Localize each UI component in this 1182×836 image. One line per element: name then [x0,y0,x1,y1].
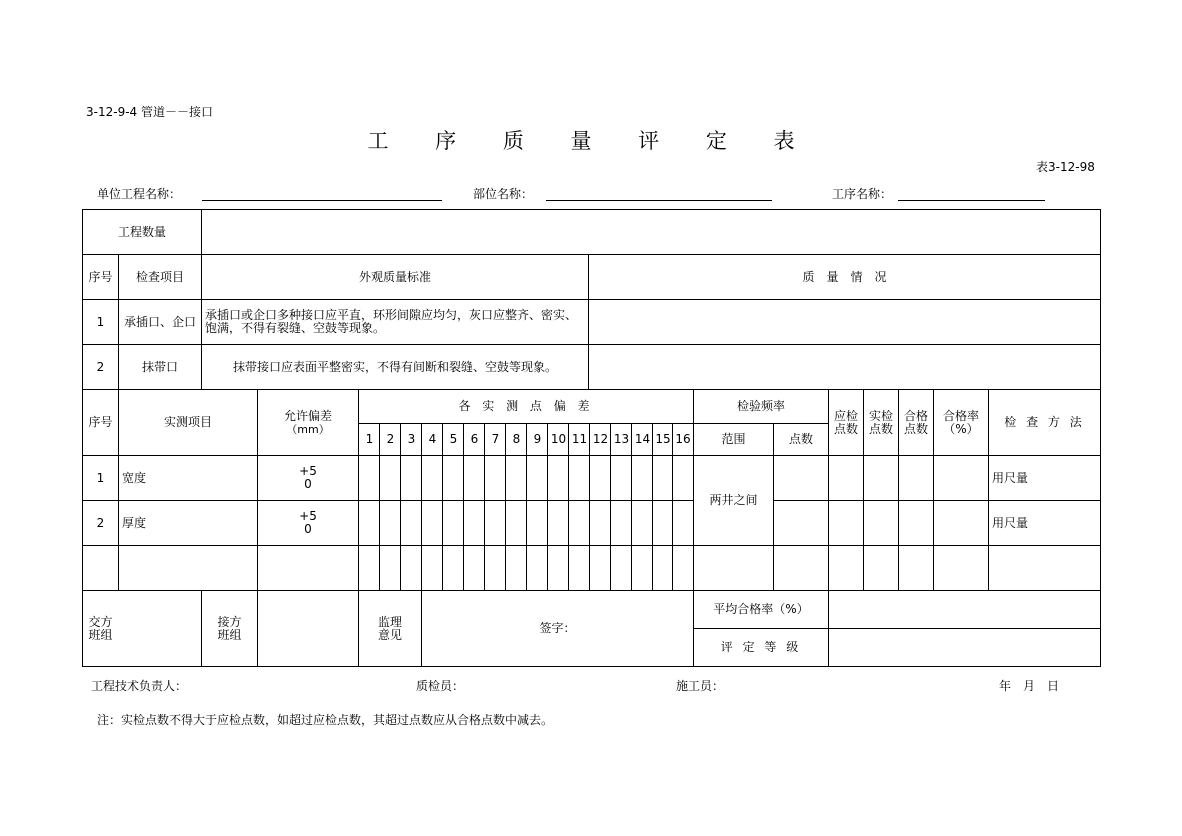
measured-row-2-tolerance [258,501,358,545]
measured-row-1-item: 宽度 [122,470,147,485]
point-number-10: 10 [550,432,567,446]
range-value: 两井之间 [709,493,758,507]
count-header: 点数 [788,432,813,446]
part-name-label: 部位名称： [473,187,534,201]
measured-row-2-tol-upper: +5 [299,509,317,523]
measured-row-1-tolerance [258,456,358,500]
point-number-16: 16 [675,432,691,446]
measured-row-1-tol-lower: 0 [304,477,312,491]
point-number-11: 11 [571,432,588,446]
pass-rate-line-1: 合格率 [942,408,979,423]
hand-over-line-2: 班组 [88,627,113,642]
avg-pass-rate-label: 平均合格率（%） [713,602,809,616]
appearance-situation-header: 质 量 情 况 [802,269,887,284]
page-title: 工 序 质 量 评 定 表 [367,129,815,153]
supervisor-opinion-label [359,591,421,666]
range-header: 范围 [721,432,746,446]
measured-row-2-seq: 2 [96,515,105,530]
quantity-label: 工程数量 [117,224,166,239]
receive-line-1: 接方 [217,614,242,629]
actual-check-line-1: 实检 [868,408,893,423]
measured-row-2-tol-lower: 0 [304,522,312,536]
quantity-value[interactable] [202,210,1100,254]
hand-over-team-label [83,591,118,666]
date-label: 年 月 日 [999,679,1060,693]
supervisor-line-2: 意见 [377,627,402,642]
appearance-row-2-item: 抹带口 [141,359,178,374]
point-number-13: 13 [613,432,630,446]
points-header: 各 实 测 点 偏 差 [458,399,594,413]
point-number-9: 9 [533,432,542,446]
tech-lead-label: 工程技术负责人： [91,679,188,693]
measured-row-1-seq: 1 [96,470,105,485]
measured-row-2-method: 用尺量 [992,515,1029,530]
point-number-1: 1 [365,432,374,446]
pass-points-line-2: 点数 [903,421,928,436]
signature-label[interactable]: 签字： [539,621,576,635]
hand-over-line-1: 交方 [88,614,113,629]
appearance-row-2-situation[interactable] [589,345,1100,389]
measured-row-2-item: 厚度 [122,515,147,530]
point-number-4: 4 [428,432,437,446]
point-number-15: 15 [655,432,671,446]
actual-check-line-2: 点数 [868,421,893,436]
measured-item-header: 实测项目 [163,415,212,429]
pass-points-header [899,390,933,455]
measured-row-1-tol-upper: +5 [299,464,317,478]
pass-rate-header [934,390,988,455]
point-number-8: 8 [512,432,521,446]
point-number-2: 2 [386,432,395,446]
receive-team-label [202,591,257,666]
constructor-label: 施工员： [676,679,725,693]
grade-label: 评 定 等 级 [720,640,802,654]
pass-rate-line-2: （%） [943,421,979,436]
appearance-row-2-standard: 抹带接口应表面平整密实，不得有间断和裂缝、空鼓等现象。 [232,359,557,374]
actual-check-header [864,390,898,455]
pass-points-line-1: 合格 [903,408,928,423]
should-check-line-1: 应检 [833,408,858,423]
grade-value[interactable] [829,629,1100,666]
appearance-row-1-standard: 承插口或企口多种接口应平直，环形间隙应均匀，灰口应整齐、密实、饱满，不得有裂缝、空鼓等现象。 [205,308,578,335]
hand-over-team-value[interactable] [119,591,201,666]
point-number-3: 3 [407,432,416,446]
tolerance-label: 允许偏差 [283,408,332,423]
appearance-row-1-situation[interactable] [589,300,1100,344]
tolerance-unit: （mm） [286,422,330,436]
appearance-row-1-seq: 1 [96,314,105,329]
should-check-line-2: 点数 [833,421,858,436]
avg-pass-rate-value[interactable] [829,591,1100,628]
process-name-label: 工序名称： [832,187,893,201]
point-number-5: 5 [449,432,458,446]
point-number-14: 14 [634,432,651,446]
point-number-12: 12 [592,432,609,446]
method-header: 检 查 方 法 [1004,415,1085,429]
document-id: 3-12-9-4 管道－－接口 [86,105,213,119]
unit-name-label: 单位工程名称： [97,187,182,201]
frequency-header: 检验频率 [736,399,785,413]
measured-seq-header: 序号 [88,415,113,429]
appearance-standard-header: 外观质量标准 [358,269,431,284]
should-check-header [829,390,863,455]
supervisor-line-1: 监理 [377,614,402,629]
appearance-row-2-seq: 2 [96,359,105,374]
receive-team-value[interactable] [258,591,358,666]
appearance-row-1-item: 承插口、企口 [123,314,196,329]
point-number-7: 7 [491,432,500,446]
table-number: 表3-12-98 [1036,160,1095,174]
footnote: 注：实检点数不得大于应检点数，如超过应检点数，其超过点数应从合格点数中减去。 [97,713,554,727]
measured-row-1-method: 用尺量 [992,470,1029,485]
appearance-seq-header: 序号 [88,269,113,284]
receive-line-2: 班组 [217,627,242,642]
point-number-6: 6 [470,432,479,446]
appearance-item-header: 检查项目 [135,269,184,284]
tolerance-header [258,390,358,455]
inspector-label: 质检员： [416,679,465,693]
